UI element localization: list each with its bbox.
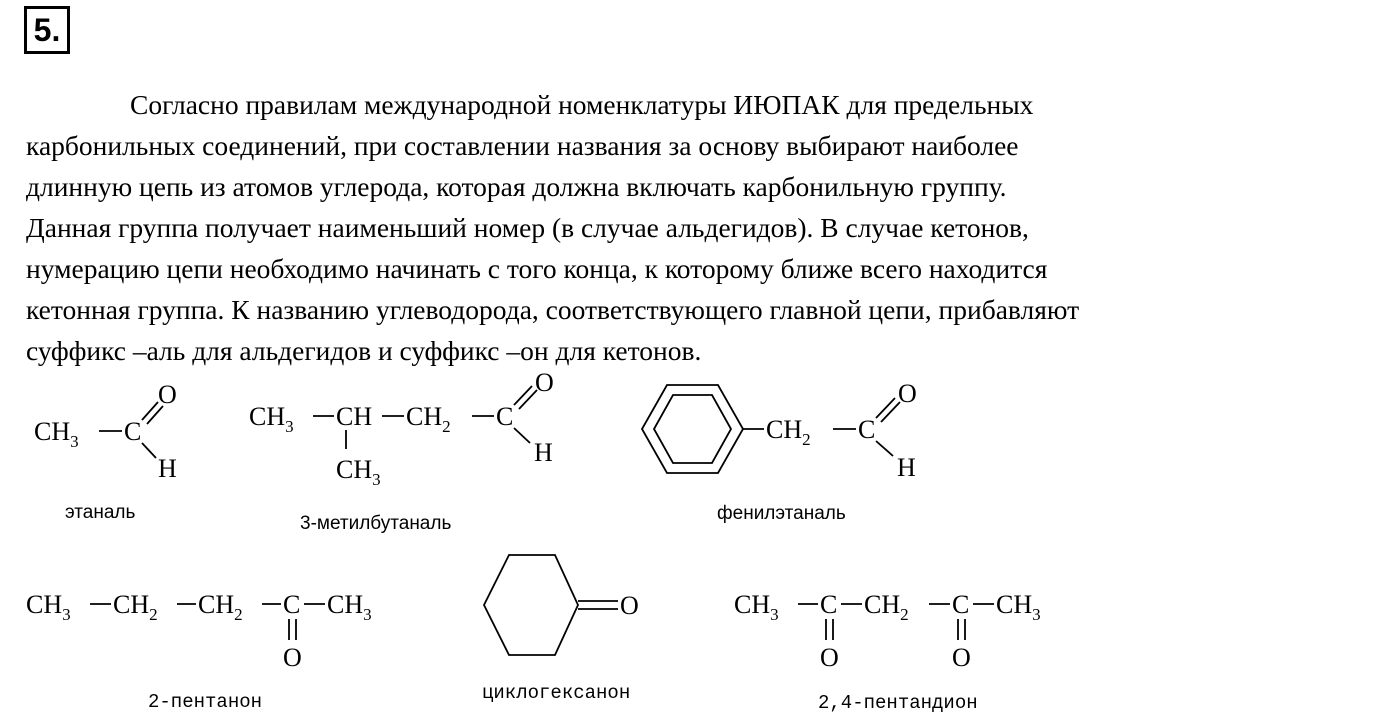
svg-text:CH3: $CH_3$ — [26, 590, 71, 624]
pentanedione-structure — [734, 590, 1041, 672]
compound-name: этаналь — [65, 502, 136, 523]
task-number: 5. — [24, 6, 70, 54]
svg-text:CH: CH — [336, 402, 373, 431]
svg-text:CH3: $CH_3$ — [336, 455, 381, 489]
svg-text:O: O — [820, 643, 839, 672]
compound-name: 3-метилбутаналь — [300, 513, 452, 534]
svg-text:H: H — [897, 453, 916, 482]
svg-text:CH3: $CH_3$ — [34, 417, 79, 451]
svg-text:C: C — [283, 590, 301, 619]
svg-text:O: O — [898, 379, 917, 408]
svg-text:O: O — [535, 368, 554, 397]
svg-text:C: C — [124, 417, 142, 446]
paragraph-line: Согласно правилам международной номенклатуры ИЮПАК для предельных — [130, 89, 1034, 120]
svg-text:CH2: $CH_2$ — [198, 590, 243, 624]
paragraph-line: длинную цепь из атомов углерода, которая должна включать карбонильную группу. — [26, 171, 1007, 202]
svg-text:C: C — [496, 402, 514, 431]
svg-text:C: C — [952, 590, 970, 619]
svg-text:O: O — [158, 380, 177, 409]
svg-text:C: C — [820, 590, 838, 619]
svg-text:H: H — [158, 454, 177, 483]
svg-text:CH3: $CH_3$ — [249, 402, 294, 436]
paragraph-line: карбонильных соединений, при составлении названия за основу выбирают наиболее — [26, 130, 1019, 161]
svg-text:CH2: $CH_2$ — [864, 590, 909, 624]
paragraph-line: суффикс –аль для альдегидов и суффикс –он для кетонов. — [26, 335, 702, 366]
svg-text:CH3: $CH_3$ — [327, 590, 372, 624]
compound-name: фенилэтаналь — [717, 503, 846, 524]
compound-name: 2,4-пентандион — [818, 692, 978, 714]
cyclohexanone-structure — [484, 555, 639, 655]
ethanal-structure — [34, 380, 177, 483]
pentanone-structure — [26, 590, 372, 672]
svg-text:H: H — [534, 438, 553, 467]
svg-text:CH2: $CH_2$ — [113, 590, 158, 624]
paragraph-line: нумерацию цепи необходимо начинать с того конца, к которому ближе всего находится — [26, 253, 1048, 284]
svg-text:O: O — [283, 643, 302, 672]
svg-text:O: O — [620, 591, 639, 620]
compound-name: 2-пентанон — [148, 691, 263, 713]
compound-name: циклогексанон — [482, 682, 631, 704]
phenylethanal-structure — [642, 379, 917, 482]
svg-text:CH3: $CH_3$ — [734, 590, 779, 624]
svg-text:CH3: $CH_3$ — [996, 590, 1041, 624]
svg-text:C: C — [858, 415, 876, 444]
svg-text:CH2: $CH_2$ — [766, 415, 811, 449]
methylbutanal-structure — [249, 368, 554, 489]
paragraph-line: Данная группа получает наименьший номер (в случае альдегидов). В случае кетонов, — [26, 212, 1029, 243]
paragraph-line: кетонная группа. К названию углеводорода, соответствующего главной цепи, прибавляют — [26, 294, 1080, 325]
svg-text:CH2: $CH_2$ — [406, 402, 451, 436]
svg-text:O: O — [952, 643, 971, 672]
